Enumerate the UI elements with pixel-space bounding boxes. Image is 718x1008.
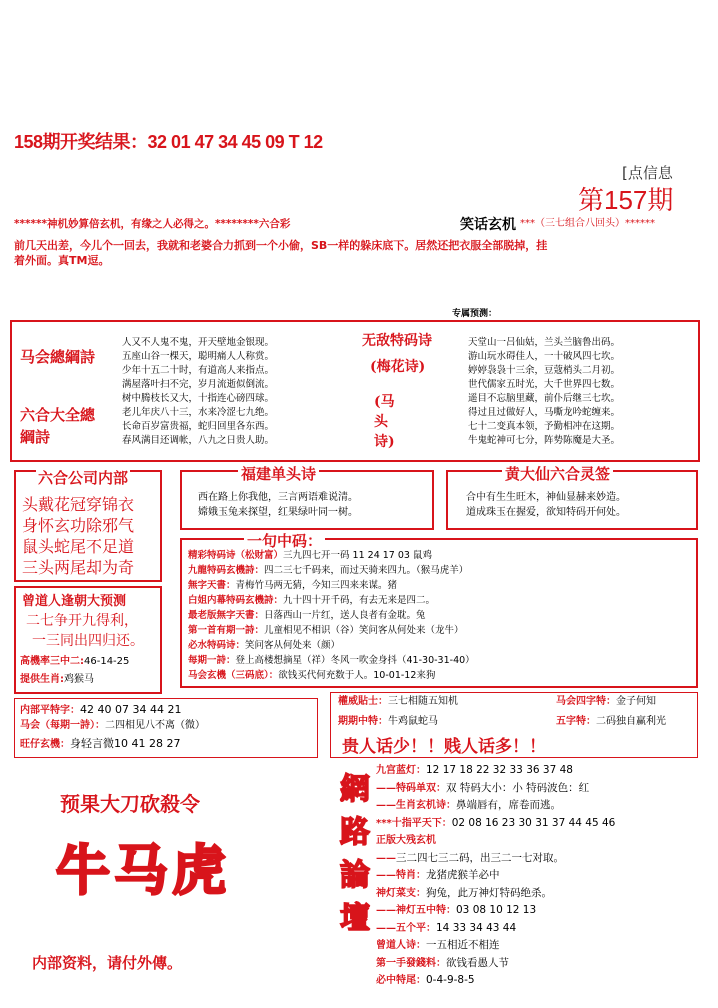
left-low-row-2-label: 马会（每期一詩）： <box>20 720 105 731</box>
center-row-label: 最老版無字天書： <box>188 610 265 621</box>
center-row-label: 九龍特码玄機詩： <box>188 565 265 576</box>
poem-right-line: 七十二变真本领，予勤相冲在这期。 <box>468 421 621 432</box>
box2-line-1: 西在路上你我他，三言两语难说清。 <box>198 492 358 503</box>
center-low-row-2-label: 期期中特： <box>338 716 388 727</box>
forum-row <box>376 939 500 952</box>
left-low-row-1-value: 42 40 07 34 44 21 <box>80 703 182 716</box>
zeng-line-2: 一三同出四归还。 <box>32 633 144 649</box>
slogan: 贵人话少！！贱人话多！！ <box>342 737 546 757</box>
forum-row-value: 欲钱看愚人节 <box>446 956 509 969</box>
special-label: 专属预测： <box>452 309 498 319</box>
poem-left-line: 满屋落叶扫不完，岁月流逝似倒流。 <box>122 379 275 390</box>
poem-right-line: 婷婷袅袅十三余，豆蔻梢头二月初。 <box>468 365 621 376</box>
forum-row-value: 双 特码大小：小 特码波色：红 <box>446 781 590 794</box>
left-low-row-2-value: 二四相见八不离（微） <box>105 720 205 731</box>
poem-right-line: 游山玩水碍佳人，一十破风四七坎。 <box>468 351 621 362</box>
center-row-label: 必水特码诗： <box>188 640 246 651</box>
center-row-value: 三九四七开一码 11 24 17 03 鼠鸡 <box>283 550 432 561</box>
center-low-row-2 <box>338 716 438 728</box>
forum-row <box>376 799 561 812</box>
box3-line-2: 道成珠玉在握爱，欲知特码开何处。 <box>466 507 626 518</box>
forum-row-label: 正版大残玄机 <box>376 835 436 846</box>
left-title-1: 马会總綱詩 <box>20 348 96 366</box>
center-row <box>188 595 435 607</box>
poem-left-line: 人又不人鬼不鬼，开天壁地金银现。 <box>122 337 275 348</box>
center-title: 一句中码： <box>244 530 325 551</box>
center-row <box>188 625 464 637</box>
forum-row-label: 曾道人诗： <box>376 940 426 951</box>
left-low-row-2 <box>20 720 205 732</box>
forum-row-label: ——生肖玄机诗： <box>376 800 456 811</box>
forum-row-value: 03 08 10 12 13 <box>456 904 537 916</box>
center-low-row-1b-value: 金子何知 <box>616 696 656 707</box>
issue-number: 第157期 <box>578 185 674 215</box>
forum-row-label: ——特码单双： <box>376 782 446 794</box>
forum-vertical-title: 網路論壇 <box>340 772 370 936</box>
center-row-label: 精彩特码诗（松财富） <box>188 550 284 561</box>
footer-note: 内部资料，请付外傳。 <box>32 954 183 972</box>
center-row <box>188 670 435 682</box>
box3-title: 黄大仙六合灵签 <box>502 463 613 484</box>
joke-tail: ***（三七组合八回头）****** <box>520 218 655 229</box>
box2-title: 福建单头诗 <box>238 463 319 484</box>
poem-right-line: 得过且过做好人，马嘶龙吟蛇缠来。 <box>468 407 621 418</box>
box1-line: 三头两尾却为奇 <box>22 558 135 577</box>
center-low-row-1-value: 三七相随五知机 <box>388 696 458 707</box>
left-low-row-3-label: 旺仔玄機： <box>20 739 70 750</box>
zeng-row-1-value: 46-14-25 <box>84 656 130 667</box>
forum-row-label: ——特肖： <box>376 870 426 881</box>
center-row-label: 马会玄機（三码底）： <box>188 670 279 681</box>
forum-row <box>376 957 509 970</box>
forum-row-value: 三二四七三二码，出三二一七对取。 <box>396 851 564 864</box>
intro-tag: ******神机妙算倍玄机，有缘之人必得之。********六合彩 <box>14 218 291 230</box>
forum-row-label: 九宫蓝灯： <box>376 765 426 776</box>
center-row-value: 欲钱买代何充数于人。10-01-12来狗 <box>278 670 436 681</box>
left-low-row-1-label: 内部平特字： <box>20 705 80 716</box>
center-row-value: 青梅竹马两无猜，今知三四来来谋。猪 <box>235 580 398 591</box>
box3-line-1: 合中有生生旺木，神仙显赫来妙造。 <box>466 492 626 503</box>
forum-row-label: 第一手發錢料： <box>376 957 446 969</box>
center-row <box>188 565 468 577</box>
result-line: 158期开奖结果：32 01 47 34 45 09 T 12 <box>14 132 323 152</box>
forum-row-value: 0-4-9-8-5 <box>426 974 475 986</box>
center-low-row-2b <box>556 716 666 728</box>
center-low-row-2b-value: 二码独自赢利光 <box>596 716 666 727</box>
forum-row <box>376 869 500 882</box>
poem-left-line: 少年十五二十时，有道高人来指点。 <box>122 365 275 376</box>
poem-left-line: 长命百岁富贵福，蛇归回里各东西。 <box>122 421 275 432</box>
box2-line-2: 嫦娥玉兔来探望，红果绿叶同一树。 <box>198 507 358 518</box>
forum-row-value: 02 08 16 23 30 31 37 44 45 46 <box>451 816 616 829</box>
center-row-value: 四二三七千码来，而过天骑来四九。（猴马虎羊） <box>264 565 469 576</box>
forum-row <box>376 922 516 935</box>
poem-right-line: 遥目不忘脑里藏，前仆后继三七坎。 <box>468 393 621 404</box>
zeng-row-1 <box>20 656 129 668</box>
center-low-row-2b-label: 五字特： <box>556 716 596 727</box>
mid-title-2: (梅花诗) <box>370 359 426 375</box>
forum-row <box>376 852 564 865</box>
center-row-label: 無字天書： <box>188 580 236 591</box>
forum-row-value: 12 17 18 22 32 33 36 37 48 <box>426 764 573 776</box>
center-low-row-1 <box>338 696 458 708</box>
forum-row-value: 龙猪虎猴羊必中 <box>426 869 500 881</box>
forum-row-label: 神灯菜支： <box>376 887 426 899</box>
poem-left-line: 树中腾枝长又大，十指连心磅四球。 <box>122 393 275 404</box>
forum-row <box>376 887 552 900</box>
forum-row-label: ——五个平： <box>376 922 436 934</box>
center-row-value: 九十四十开千码，有去无来是四二。 <box>283 595 436 606</box>
center-row <box>188 655 475 667</box>
mid-title-1: 无敌特码诗 <box>362 333 432 349</box>
box1-line: 头戴花冠穿锦衣 <box>22 495 135 514</box>
joke-title: 笑话玄机 <box>460 217 516 233</box>
forum-row-label: ——神灯五中特： <box>376 905 456 916</box>
poem-right-line: 牛鬼蛇神可七分，阵势陈魔是大圣。 <box>468 435 621 446</box>
forum-row-value: 狗兔，此万神灯特码绝杀。 <box>426 886 552 899</box>
kill-title: 预果大刀砍殺令 <box>60 794 200 816</box>
center-row <box>188 610 426 622</box>
zeng-row-2-label: 提供生肖: <box>20 674 64 685</box>
zeng-line-1: 二七争开九得利， <box>26 613 138 629</box>
zeng-row-1-label: 高機率三中二: <box>20 656 84 667</box>
info-label: [点信息 <box>622 164 673 182</box>
center-row-value: 日落西山一片红，送人良者有金耽。兔 <box>264 610 426 621</box>
poem-left-line: 五座山谷一棵天，聪明痛人人称赏。 <box>122 351 275 362</box>
poem-right-line: 天堂山一吕仙姑，兰头兰脑鲁出码。 <box>468 337 621 348</box>
box1-line: 鼠头蛇尾不足道 <box>22 537 135 556</box>
zeng-title: 曾道人逢朝大预测 <box>22 594 127 609</box>
forum-row-value: 鼻端唇有，席卷而逃。 <box>456 799 561 811</box>
zeng-row-2-value: 鸡猴马 <box>64 674 94 685</box>
forum-row-label: 必中特尾： <box>376 975 426 986</box>
kill-zodiac: 牛马虎 <box>56 839 230 902</box>
center-row-label: 每期一詩： <box>188 655 236 666</box>
forum-row-label: ***十指平天下： <box>376 817 452 829</box>
poem-left-line: 老儿年庆八十三，水来冷涩七九绝。 <box>122 407 275 418</box>
center-low-row-2-value: 牛鸡鼠蛇马 <box>388 716 438 727</box>
forum-row <box>376 834 436 847</box>
mid-title-3: (马头诗) <box>374 394 395 450</box>
forum-row <box>376 817 615 830</box>
forum-row <box>376 904 536 917</box>
box1-title: 六合公司内部 <box>38 469 129 487</box>
left-low-row-3 <box>20 738 180 751</box>
poem-right-line: 世代儒家五时光，大千世界四七数。 <box>468 379 621 390</box>
center-row-value: 儿童相见不相识（谷）笑问客从何处来（龙牛） <box>264 625 464 636</box>
forum-row-label: —— <box>376 852 396 864</box>
center-row-value: 笑问客从何处来（颜） <box>245 640 341 651</box>
left-low-row-3-value: 身轻言微10 41 28 27 <box>70 737 181 750</box>
poem-left-line: 春风满目还调帐，八九之日贵人助。 <box>122 435 275 446</box>
joke-text-1: 前几天出差，今儿个一回去，我就和老婆合力抓到一个小偷，SB一样的躲床底下。居然还把衣服全部脱掉，挂 <box>14 239 548 252</box>
joke-text-2: 着外面。真TM逗。 <box>14 254 110 267</box>
box1-line: 身怀玄功除邪气 <box>22 516 135 535</box>
center-row-label: 第一首有期一詩： <box>188 625 265 636</box>
left-low-row-1 <box>20 704 181 717</box>
forum-row <box>376 974 475 987</box>
center-row <box>188 640 340 652</box>
left-title-2: 六合大全總綱詩 <box>20 406 96 446</box>
forum-row <box>376 782 589 795</box>
forum-row-value: 一五相近不相连 <box>426 939 500 951</box>
center-low-row-1b <box>556 696 656 708</box>
center-row <box>188 550 432 562</box>
center-row-value: 登上高楼想摘星（祥）冬风一吹金身抖（41-30-31-40） <box>235 655 475 666</box>
center-low-row-1b-label: 马会四字特： <box>556 696 616 707</box>
center-row-label: 白姐内幕特码玄機詩： <box>188 595 284 606</box>
center-row <box>188 580 397 592</box>
forum-row <box>376 764 573 777</box>
zeng-row-2 <box>20 674 94 686</box>
forum-row-value: 14 33 34 43 44 <box>436 921 517 934</box>
center-low-row-1-label: 權威貼士： <box>338 696 388 707</box>
